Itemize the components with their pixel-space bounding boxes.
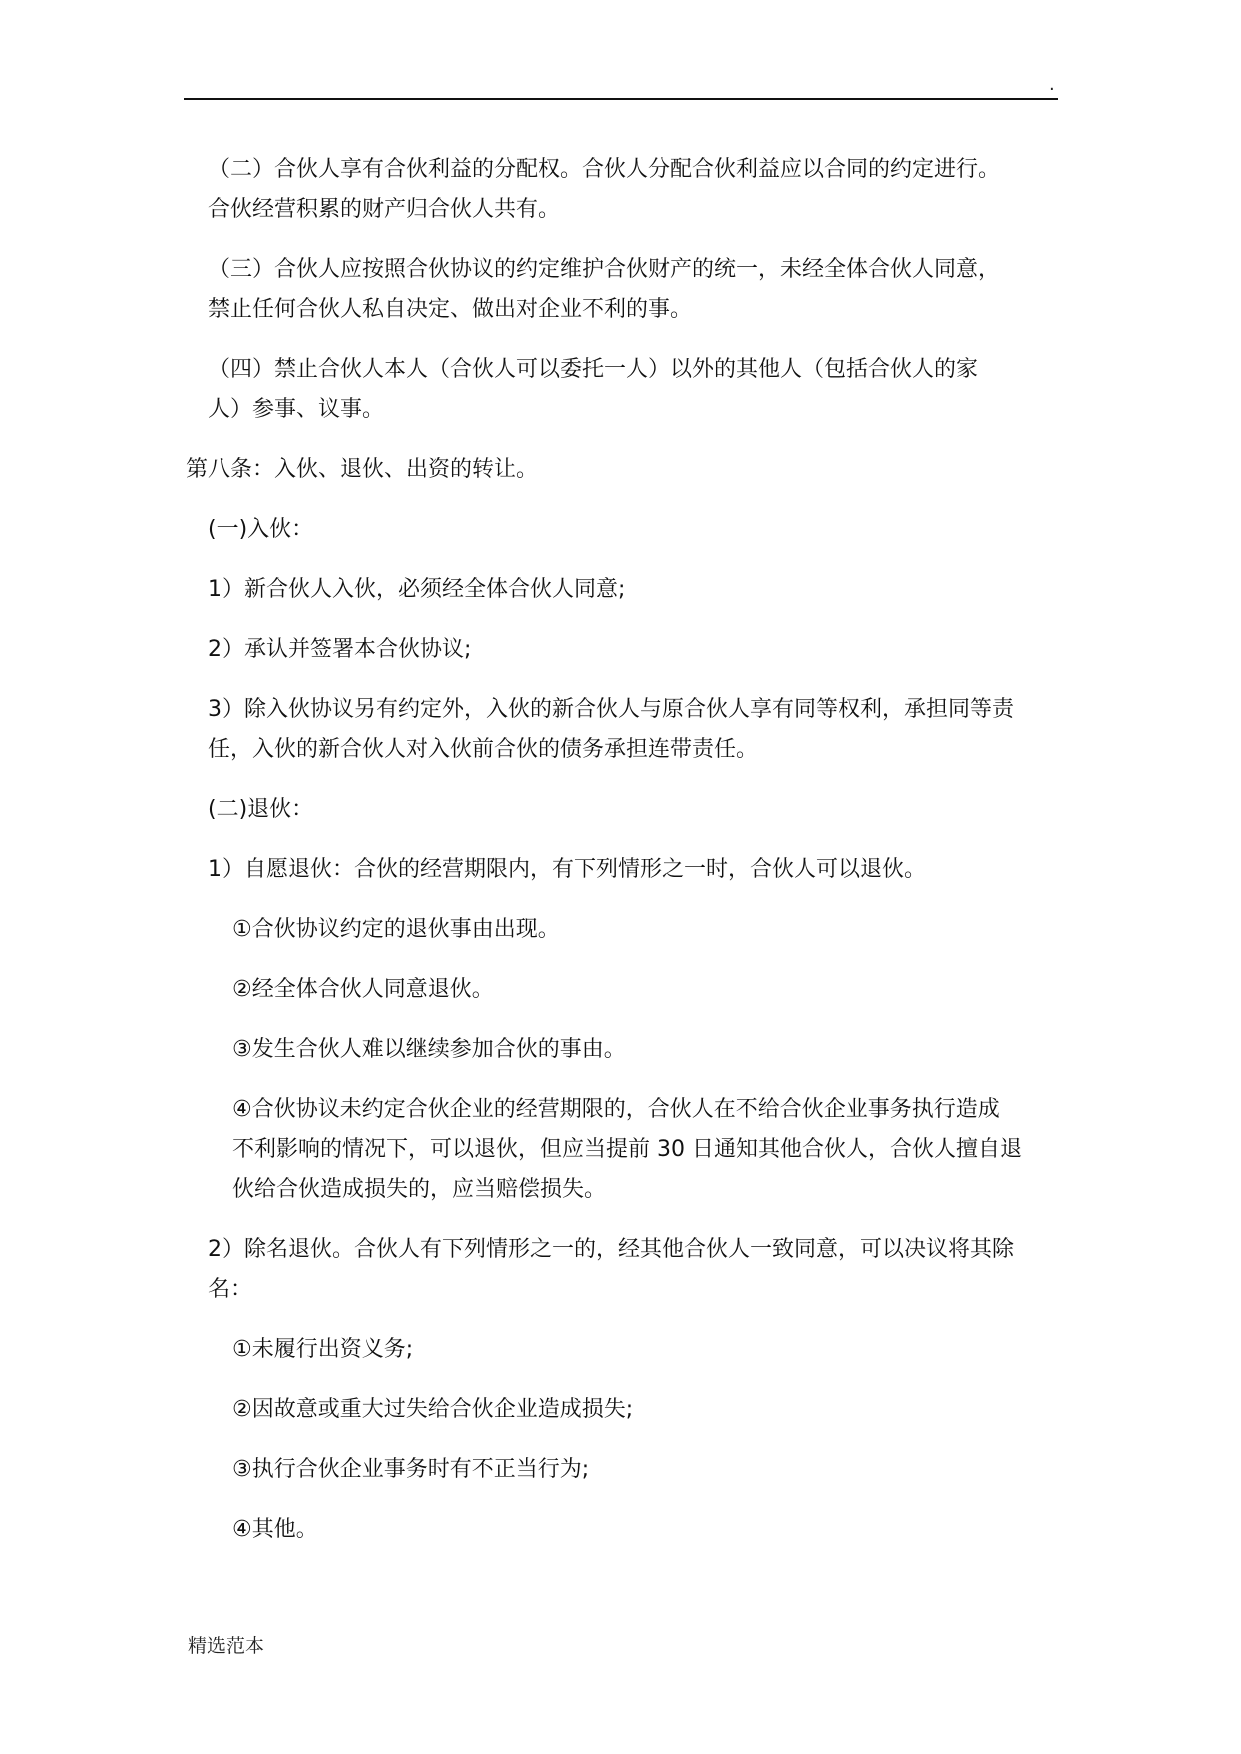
text-line: 不利影响的情况下，可以退伙，但应当提前 30 日通知其他合伙人，合伙人擅自退 xyxy=(232,1137,1022,1162)
text-line: 2）除名退伙。合伙人有下列情形之一的，经其他合伙人一致同意，可以决议将其除 xyxy=(208,1237,1014,1262)
voluntary-sub-1 xyxy=(232,910,560,950)
text-line: （三）合伙人应按照合伙协议的约定维护合伙财产的统一，未经全体合伙人同意， xyxy=(208,257,1001,282)
text-line: (一)入伙： xyxy=(208,517,314,542)
text-line: 1）新合伙人入伙，必须经全体合伙人同意; xyxy=(208,577,626,602)
clause-4 xyxy=(208,350,978,430)
withdraw-item-1 xyxy=(208,850,926,890)
header-mark: . xyxy=(1049,74,1055,95)
text-line: ②经全体合伙人同意退伙。 xyxy=(232,977,494,1002)
text-line: （二）合伙人享有合伙利益的分配权。合伙人分配合伙利益应以合同的约定进行。 xyxy=(208,157,1001,182)
text-line: 1）自愿退伙：合伙的经营期限内，有下列情形之一时，合伙人可以退伙。 xyxy=(208,857,926,882)
expel-sub-3 xyxy=(232,1450,589,1490)
header-rule xyxy=(184,98,1058,100)
voluntary-sub-3 xyxy=(232,1030,626,1070)
text-line: ②因故意或重大过失给合伙企业造成损失; xyxy=(232,1397,634,1422)
text-line: ③执行合伙企业事务时有不正当行为; xyxy=(232,1457,590,1482)
voluntary-sub-2 xyxy=(232,970,494,1010)
text-line: 任，入伙的新合伙人对入伙前合伙的债务承担连带责任。 xyxy=(208,737,759,762)
section-join-heading xyxy=(208,510,313,550)
text-line: 人）参事、议事。 xyxy=(208,397,385,422)
text-line: ③发生合伙人难以继续参加合伙的事由。 xyxy=(232,1037,626,1062)
withdraw-item-2 xyxy=(208,1230,1014,1310)
text-line: 合伙经营积累的财产归合伙人共有。 xyxy=(208,197,561,222)
text-line: 名： xyxy=(208,1277,253,1302)
text-line: ①未履行出资义务; xyxy=(232,1337,414,1362)
expel-sub-1 xyxy=(232,1330,413,1370)
text-line: 3）除入伙协议另有约定外，入伙的新合伙人与原合伙人享有同等权利，承担同等责 xyxy=(208,697,1014,722)
article-8-heading xyxy=(186,450,538,490)
clause-3 xyxy=(208,250,1000,330)
text-line: （四）禁止合伙人本人（合伙人可以委托一人）以外的其他人（包括合伙人的家 xyxy=(208,357,979,382)
expel-sub-2 xyxy=(232,1390,633,1430)
footer-label: 精选范本 xyxy=(188,1635,265,1657)
text-line: ④合伙协议未约定合伙企业的经营期限的，合伙人在不给合伙企业事务执行造成 xyxy=(232,1097,1000,1122)
text-line: 2）承认并签署本合伙协议; xyxy=(208,637,472,662)
text-line: ①合伙协议约定的退伙事由出现。 xyxy=(232,917,560,942)
text-line: ④其他。 xyxy=(232,1517,318,1542)
text-line: (二)退伙： xyxy=(208,797,314,822)
join-item-2 xyxy=(208,630,471,670)
expel-sub-4 xyxy=(232,1510,318,1550)
section-withdraw-heading xyxy=(208,790,313,830)
text-line: 第八条：入伙、退伙、出资的转让。 xyxy=(186,457,539,482)
clause-2 xyxy=(208,150,1000,230)
text-line: 禁止任何合伙人私自决定、做出对企业不利的事。 xyxy=(208,297,693,322)
text-line: 伙给合伙造成损失的，应当赔偿损失。 xyxy=(232,1177,607,1202)
voluntary-sub-4 xyxy=(232,1090,1022,1210)
join-item-1 xyxy=(208,570,625,610)
join-item-3 xyxy=(208,690,1014,770)
